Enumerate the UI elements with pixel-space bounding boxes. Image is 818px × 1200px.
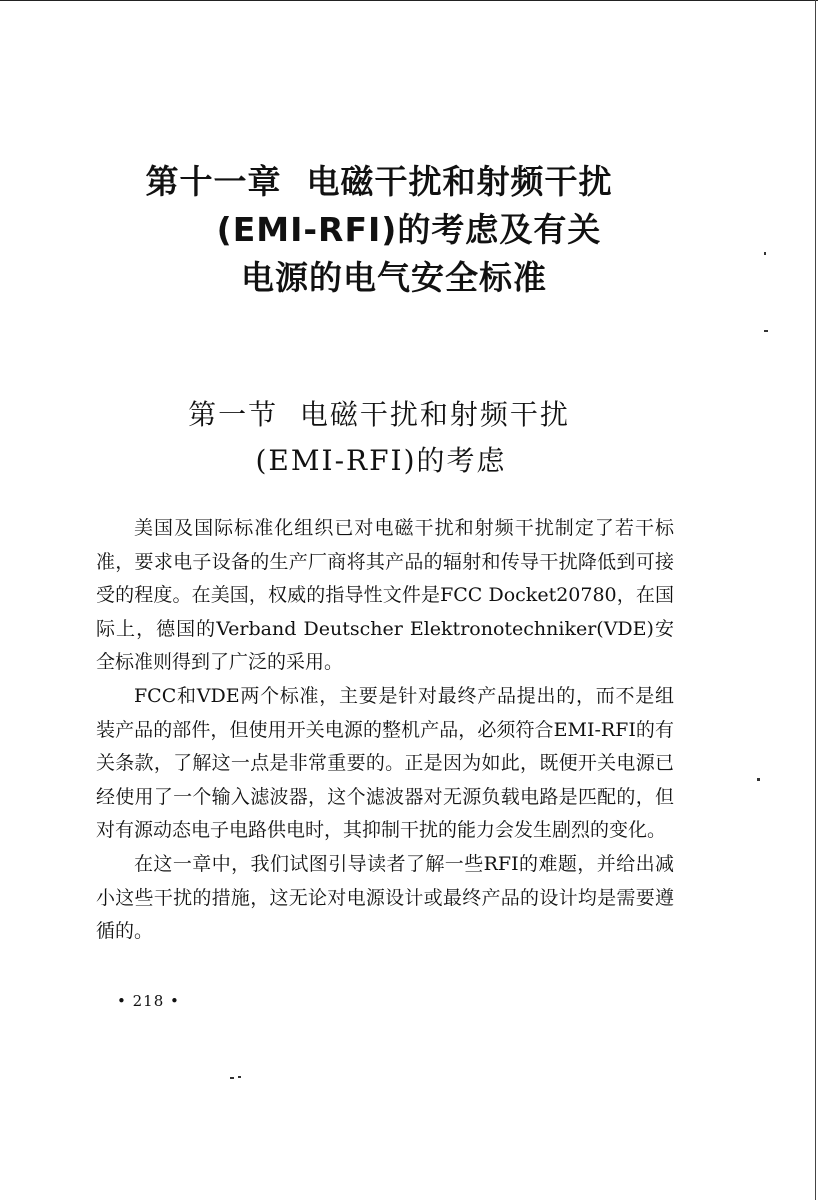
page-number: • 218 • (117, 992, 180, 1010)
section-title-line-2: (EMI-RFI)的考虑 (255, 444, 507, 477)
paragraph-2: FCC和VDE两个标准，主要是针对最终产品提出的，而不是组装产品的部件，但使用开关电源的整机产品，必须符合EMI-RFI的有关条款，了解这一点是非常重要的。正是因为如此，既便开关电源已经使用了一个输入滤波器，这个滤波器对无源负载电路是匹配的，但对有源动态电子电路供电时，其抑制干扰的能力会发生剧烈的变化。 (96, 684, 674, 842)
chapter-title-line-2: (EMI-RFI)的考虑及有关 (216, 210, 602, 249)
scan-speck (764, 252, 766, 255)
scan-speck (230, 1077, 234, 1079)
paragraph-3: 在这一章中，我们试图引导读者了解一些RFI的难题，并给出减小这些干扰的措施，这无论对电源设计或最终产品的设计均是需要遵循的。 (96, 852, 674, 943)
paragraph-1: 美国及国际标准化组织已对电磁干扰和射频干扰制定了若干标准，要求电子设备的生产厂商将其产品的辐射和传导干扰降低到可接受的程度。在美国，权威的指导性文件是FCC Docket20780，在国际上，德国的Verband Deutscher Elektronotechniker(VDE)安全标准则得到了广泛的采用。 (96, 517, 674, 674)
top-border-line (0, 0, 818, 1)
scan-speck (764, 330, 768, 332)
scan-speck (238, 1076, 241, 1078)
chapter-title-line-1: 第十一章 电磁干扰和射频干扰 (145, 162, 613, 201)
scan-speck (757, 778, 760, 781)
section-title-line-1: 第一节 电磁干扰和射频干扰 (188, 398, 570, 431)
section-title (0, 392, 818, 484)
chapter-title-line-3: 电源的电气安全标准 (241, 258, 547, 297)
chapter-title (0, 158, 818, 302)
body-text (96, 512, 674, 949)
